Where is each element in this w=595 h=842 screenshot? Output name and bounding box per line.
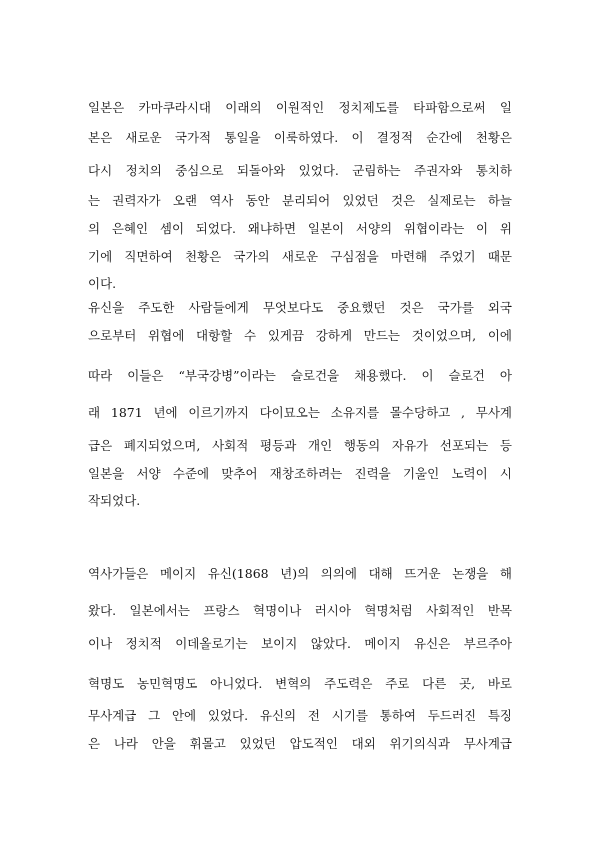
text-line: 따라 이들은 “부국강병”이라는 슬로건을 채용했다. 이 슬로건 아 [88,368,512,383]
text-line: 일본은 카마쿠라시대 이래의 이원적인 정치제도를 타파함으로써 일 [88,100,512,115]
text-line: 급은 폐지되었으며, 사회적 평등과 개인 행동의 자유가 선포되는 등 [88,438,512,453]
text-line: 의 은혜인 셈이 되었다. 왜냐하면 일본이 서양의 위협이라는 이 위 [88,221,512,236]
text-line: 역사가들은 메이지 유신(1868 년)의 의의에 대해 뜨거운 논쟁을 해 [88,566,512,581]
text-line: 다시 정치의 중심으로 되돌아와 있었다. 군림하는 주권자와 통치하 [88,163,512,178]
text-line: 작되었다. [88,493,141,508]
text-line: 일본을 서양 수준에 맞추어 재창조하려는 진력을 기울인 노력이 시 [88,466,512,481]
text-line: 유신을 주도한 사람들에게 무엇보다도 중요했던 것은 국가를 외국 [88,300,512,315]
text-line: 혁명도 농민혁명도 아니었다. 변혁의 주도력은 주로 다른 곳, 바로 [88,676,512,691]
text-line: 이나 정치적 이데올로기는 보이지 않았다. 메이지 유신은 부르주아 [88,636,512,651]
text-line: 무사계급 그 안에 있었다. 유신의 전 시기를 통하여 두드러진 특징 [88,708,512,723]
text-line: 왔다. 일본에서는 프랑스 혁명이나 러시아 혁명처럼 사회적인 반목 [88,603,512,618]
text-line: 으로부터 위협에 대항할 수 있게끔 강하게 만드는 것이었으며, 이에 [88,328,512,343]
text-line: 기에 직면하여 천황은 국가의 새로운 구심점을 마련해 주었기 때문 [88,249,512,264]
text-line: 이다. [88,276,117,291]
text-line: 본은 새로운 국가적 통일을 이룩하였다. 이 결정적 순간에 천황은 [88,130,512,145]
text-line: 는 권력자가 오랜 역사 동안 분리되어 있었던 것은 실제로는 하늘 [88,193,512,208]
text-line: 래 1871 년에 이르기까지 다이묘오는 소유지를 몰수당하고 , 무사계 [88,405,512,420]
text-line: 은 나라 안을 휘몰고 있었던 압도적인 대외 위기의식과 무사계급 [88,736,512,751]
